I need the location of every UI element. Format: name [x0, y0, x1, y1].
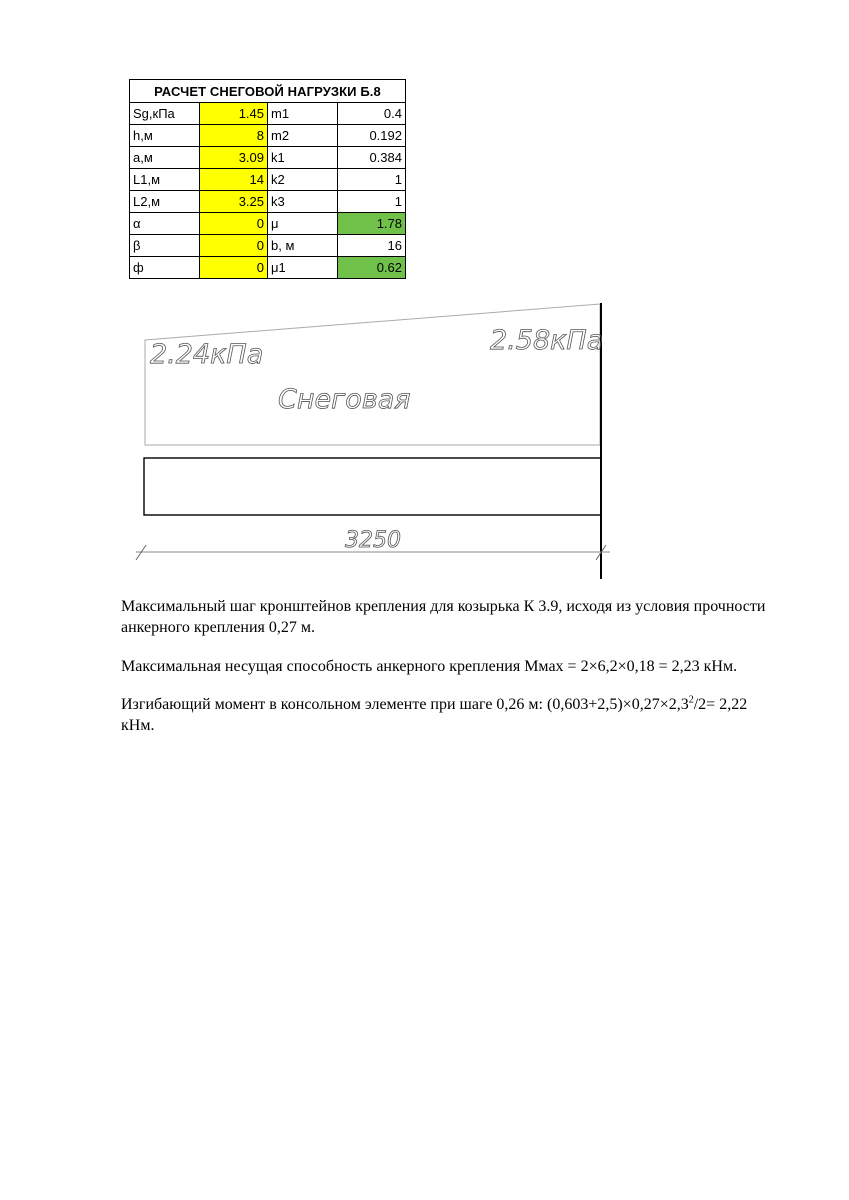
coef-label: k3	[268, 191, 338, 213]
coef-label: k1	[268, 147, 338, 169]
coef-value: 1.78	[338, 213, 406, 235]
load-right-label: 2.58кПа	[490, 325, 604, 356]
param-label: a,м	[130, 147, 200, 169]
table-row	[130, 191, 406, 213]
table-row	[130, 257, 406, 279]
table-row	[130, 213, 406, 235]
param-input-value: 0	[200, 235, 268, 257]
snow-load-diagram	[120, 295, 620, 585]
coef-value: 0.384	[338, 147, 406, 169]
table-row	[130, 147, 406, 169]
snow-load-table	[129, 79, 406, 279]
moment-result: /2= 2,22 кНм.	[121, 696, 748, 734]
table-title: РАСЧЕТ СНЕГОВОЙ НАГРУЗКИ Б.8	[130, 80, 406, 103]
coef-label: k2	[268, 169, 338, 191]
load-name-label: Снеговая	[278, 384, 411, 415]
moment-exponent: 2	[688, 694, 694, 706]
param-input-value: 14	[200, 169, 268, 191]
coef-label: m1	[268, 103, 338, 125]
param-input-value: 3.09	[200, 147, 268, 169]
table-row	[130, 235, 406, 257]
param-label: β	[130, 235, 200, 257]
table-row	[130, 169, 406, 191]
coef-value: 16	[338, 235, 406, 257]
coef-label: b, м	[268, 235, 338, 257]
param-label: Sg,кПа	[130, 103, 200, 125]
table-row	[130, 125, 406, 147]
coef-label: μ1	[268, 257, 338, 279]
param-input-value: 0	[200, 257, 268, 279]
param-input-value: 8	[200, 125, 268, 147]
dimension-label: 3250	[345, 528, 401, 553]
paragraph-moment	[121, 694, 781, 736]
param-label: ф	[130, 257, 200, 279]
load-left-label: 2.24кПа	[150, 339, 264, 370]
param-label: L1,м	[130, 169, 200, 191]
param-label: α	[130, 213, 200, 235]
coef-value: 1	[338, 191, 406, 213]
param-input-value: 0	[200, 213, 268, 235]
coef-label: μ	[268, 213, 338, 235]
coef-label: m2	[268, 125, 338, 147]
coef-value: 1	[338, 169, 406, 191]
moment-formula: Изгибающий момент в консольном элементе при шаге 0,26 м: (0,603+2,5)×0,27×2,3	[121, 696, 689, 713]
param-input-value: 3.25	[200, 191, 268, 213]
beam-rectangle	[144, 458, 601, 515]
paragraph-step: Максимальный шаг кронштейнов крепления для козырька К 3.9, исходя из условия прочности анкерного крепления 0,27 м.	[121, 598, 766, 636]
table-title-row	[130, 80, 406, 103]
param-input-value: 1.45	[200, 103, 268, 125]
coef-value: 0.62	[338, 257, 406, 279]
paragraph-capacity: Максимальная несущая способность анкерного крепления Ммах = 2×6,2×0,18 = 2,23 кНм.	[121, 658, 738, 675]
coef-value: 0.192	[338, 125, 406, 147]
param-label: h,м	[130, 125, 200, 147]
coef-value: 0.4	[338, 103, 406, 125]
param-label: L2,м	[130, 191, 200, 213]
table-row	[130, 103, 406, 125]
